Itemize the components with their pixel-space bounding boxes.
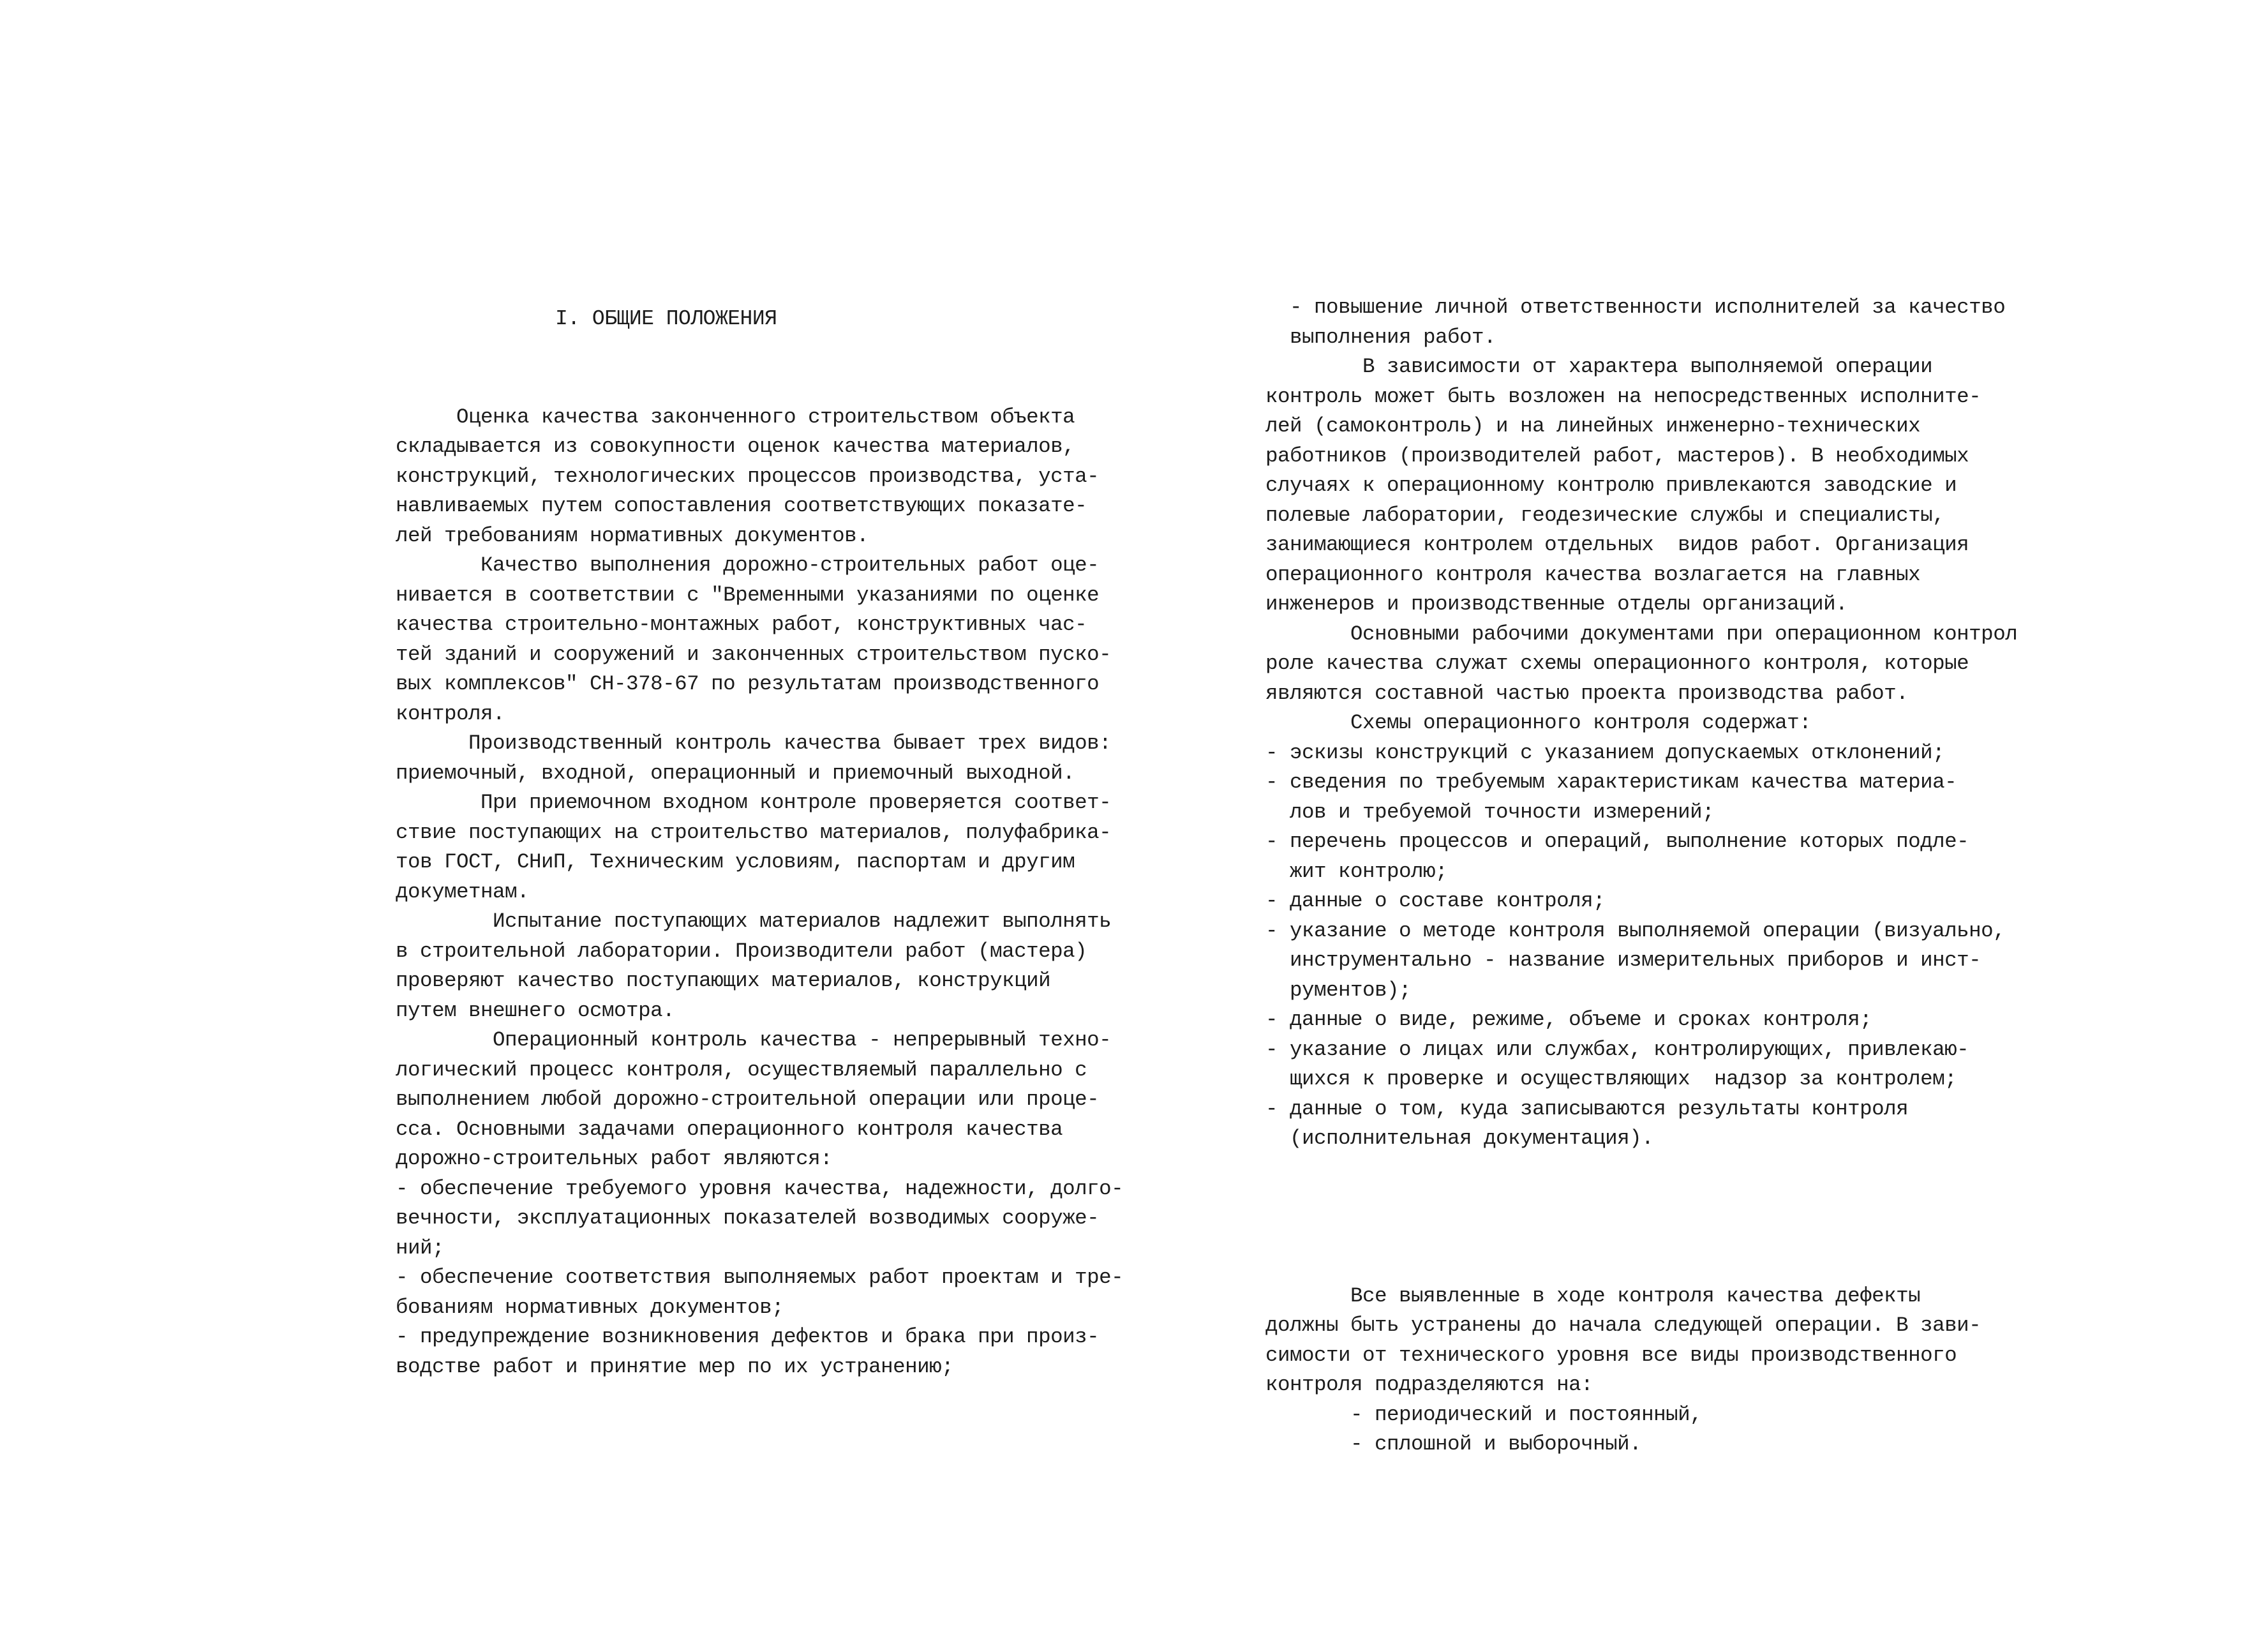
text-line: бованиям нормативных документов;: [396, 1295, 784, 1319]
text-line: дорожно-строительных работ являются:: [396, 1147, 833, 1171]
text-line: вых комплексов" СН-378-67 по результатам производственного: [396, 672, 1100, 696]
text-line: нивается в соответствии с "Временными указаниями по оценке: [396, 583, 1100, 607]
text-line: - данные о виде, режиме, объеме и сроках контроля;: [1265, 1008, 1872, 1031]
text-line: (исполнительная документация).: [1265, 1127, 1654, 1150]
text-line: выполнения работ.: [1265, 325, 1496, 349]
text-line: - сплошной и выборочный.: [1265, 1432, 1642, 1456]
text-line: Испытание поступающих материалов надлежит выполнять: [396, 910, 1112, 933]
right-column-body: [1265, 293, 2038, 1154]
text-line: симости от технического уровня все виды производственного: [1265, 1343, 1957, 1367]
left-column-body: [396, 403, 1136, 1382]
text-line: в строительной лаборатории. Производители работ (мастера): [396, 939, 1087, 963]
text-line: являются составной частью проекта производства работ.: [1265, 681, 1909, 705]
text-line: докуметнам.: [396, 880, 530, 904]
text-line: ствие поступающих на строительство материалов, полуфабрика-: [396, 820, 1112, 844]
right-column: [1265, 234, 2038, 1519]
text-line: В зависимости от характера выполняемой операции: [1265, 355, 1933, 378]
text-line: - периодический и постоянный,: [1265, 1402, 1703, 1427]
text-line: - указание о методе контроля выполняемой операции (визуально,: [1265, 918, 2006, 943]
text-line: Производственный контроль качества бывает трех видов:: [396, 731, 1112, 755]
text-line: контроля.: [396, 701, 505, 726]
text-line: водстве работ и принятие мер по их устранению;: [396, 1354, 954, 1379]
text-line: Качество выполнения дорожно-строительных работ оце-: [396, 553, 1100, 577]
text-line: инженеров и производственные отделы организаций.: [1265, 592, 1848, 616]
text-line: путем внешнего осмотра.: [396, 998, 675, 1022]
text-line: тей зданий и сооружений и законченных строительством пуско-: [396, 642, 1112, 666]
text-line: - повышение личной ответственности исполнителей за качество: [1265, 296, 2006, 319]
text-line: вечности, эксплуатационных показателей возводимых сооруже-: [396, 1206, 1100, 1230]
text-line: - перечень процессов и операций, выполнение которых подле-: [1265, 830, 1969, 853]
text-line: ний;: [396, 1236, 445, 1260]
text-line: проверяют качество поступающих материалов, конструкций: [396, 969, 1051, 992]
text-line: логический процесс контроля, осуществляемый параллельно с: [396, 1058, 1087, 1082]
text-line: Все выявленные в ходе контроля качества дефекты: [1265, 1284, 1921, 1308]
text-line: - данные о том, куда записываются результаты контроля: [1265, 1097, 1909, 1121]
text-line: лов и требуемой точности измерений;: [1265, 800, 1715, 824]
text-line: должны быть устранены до начала следующей операции. В зави-: [1265, 1314, 1981, 1337]
text-line: лей (самоконтроль) и на линейных инженерно-технических: [1265, 414, 1921, 438]
section-heading: I. ОБЩИЕ ПОЛОЖЕНИЯ: [555, 307, 777, 331]
text-line: навливаемых путем сопоставления соответствующих показате-: [396, 494, 1087, 518]
text-line: - обеспечение требуемого уровня качества, надежности, долго-: [396, 1176, 1124, 1201]
text-line: Основными рабочими документами при операционном контрол: [1265, 622, 2018, 646]
text-line: работников (производителей работ, мастеров). В необходимых: [1265, 444, 1969, 468]
text-line: лей требованиям нормативных документов.: [396, 523, 869, 548]
text-line: выполнением любой дорожно-строительной операции или проце-: [396, 1088, 1100, 1111]
text-line: При приемочном входном контроле проверяется соответ-: [396, 791, 1112, 814]
text-line: операционного контроля качества возлагается на главных: [1265, 562, 1921, 587]
right-column-closing: [1265, 1282, 2038, 1460]
text-line: - обеспечение соответствия выполняемых работ проектам и тре-: [396, 1266, 1124, 1289]
text-line: занимающиеся контролем отдельных видов работ. Организация: [1265, 533, 1969, 557]
text-line: рументов);: [1265, 978, 1412, 1002]
text-line: - предупреждение возникновения дефектов и брака при произ-: [396, 1325, 1100, 1349]
text-line: тов ГОСТ, СНиП, Техническим условиям, паспортам и другим: [396, 850, 1075, 874]
text-line: Оценка качества законченного строительством объекта: [396, 405, 1075, 429]
text-line: жит контролю;: [1265, 859, 1448, 883]
text-line: контроля подразделяются на:: [1265, 1373, 1593, 1397]
text-line: инструментально - название измерительных приборов и инст-: [1265, 948, 1981, 972]
text-line: Операционный контроль качества - непрерывный техно-: [396, 1028, 1112, 1052]
text-line: - данные о составе контроля;: [1265, 889, 1606, 913]
text-line: случаях к операционному контролю привлекаются заводские и: [1265, 474, 1957, 497]
text-line: Схемы операционного контроля содержат:: [1265, 711, 1812, 735]
text-line: - эскизы конструкций с указанием допускаемых отклонений;: [1265, 740, 1945, 765]
text-line: полевые лаборатории, геодезические службы и специалисты,: [1265, 503, 1945, 527]
text-line: - сведения по требуемым характеристикам качества материа-: [1265, 770, 1957, 794]
text-line: приемочный, входной, операционный и приемочный выходной.: [396, 761, 1075, 785]
text-line: роле качества служат схемы операционного контроля, которые: [1265, 652, 1969, 675]
text-line: качества строительно-монтажных работ, конструктивных час-: [396, 613, 1087, 636]
paragraph-gap: [1265, 1213, 2038, 1222]
text-line: контроль может быть возложен на непосредственных исполните-: [1265, 384, 1981, 408]
text-line: складывается из совокупности оценок качества материалов,: [396, 435, 1075, 458]
text-line: конструкций, технологических процессов производства, уста-: [396, 464, 1100, 488]
text-line: сса. Основными задачами операционного контроля качества: [396, 1117, 1063, 1141]
text-line: щихся к проверке и осуществляющих надзор за контролем;: [1265, 1067, 1957, 1091]
left-column: [396, 245, 1136, 1441]
text-line: - указание о лицах или службах, контролирующих, привлекаю-: [1265, 1037, 1969, 1061]
